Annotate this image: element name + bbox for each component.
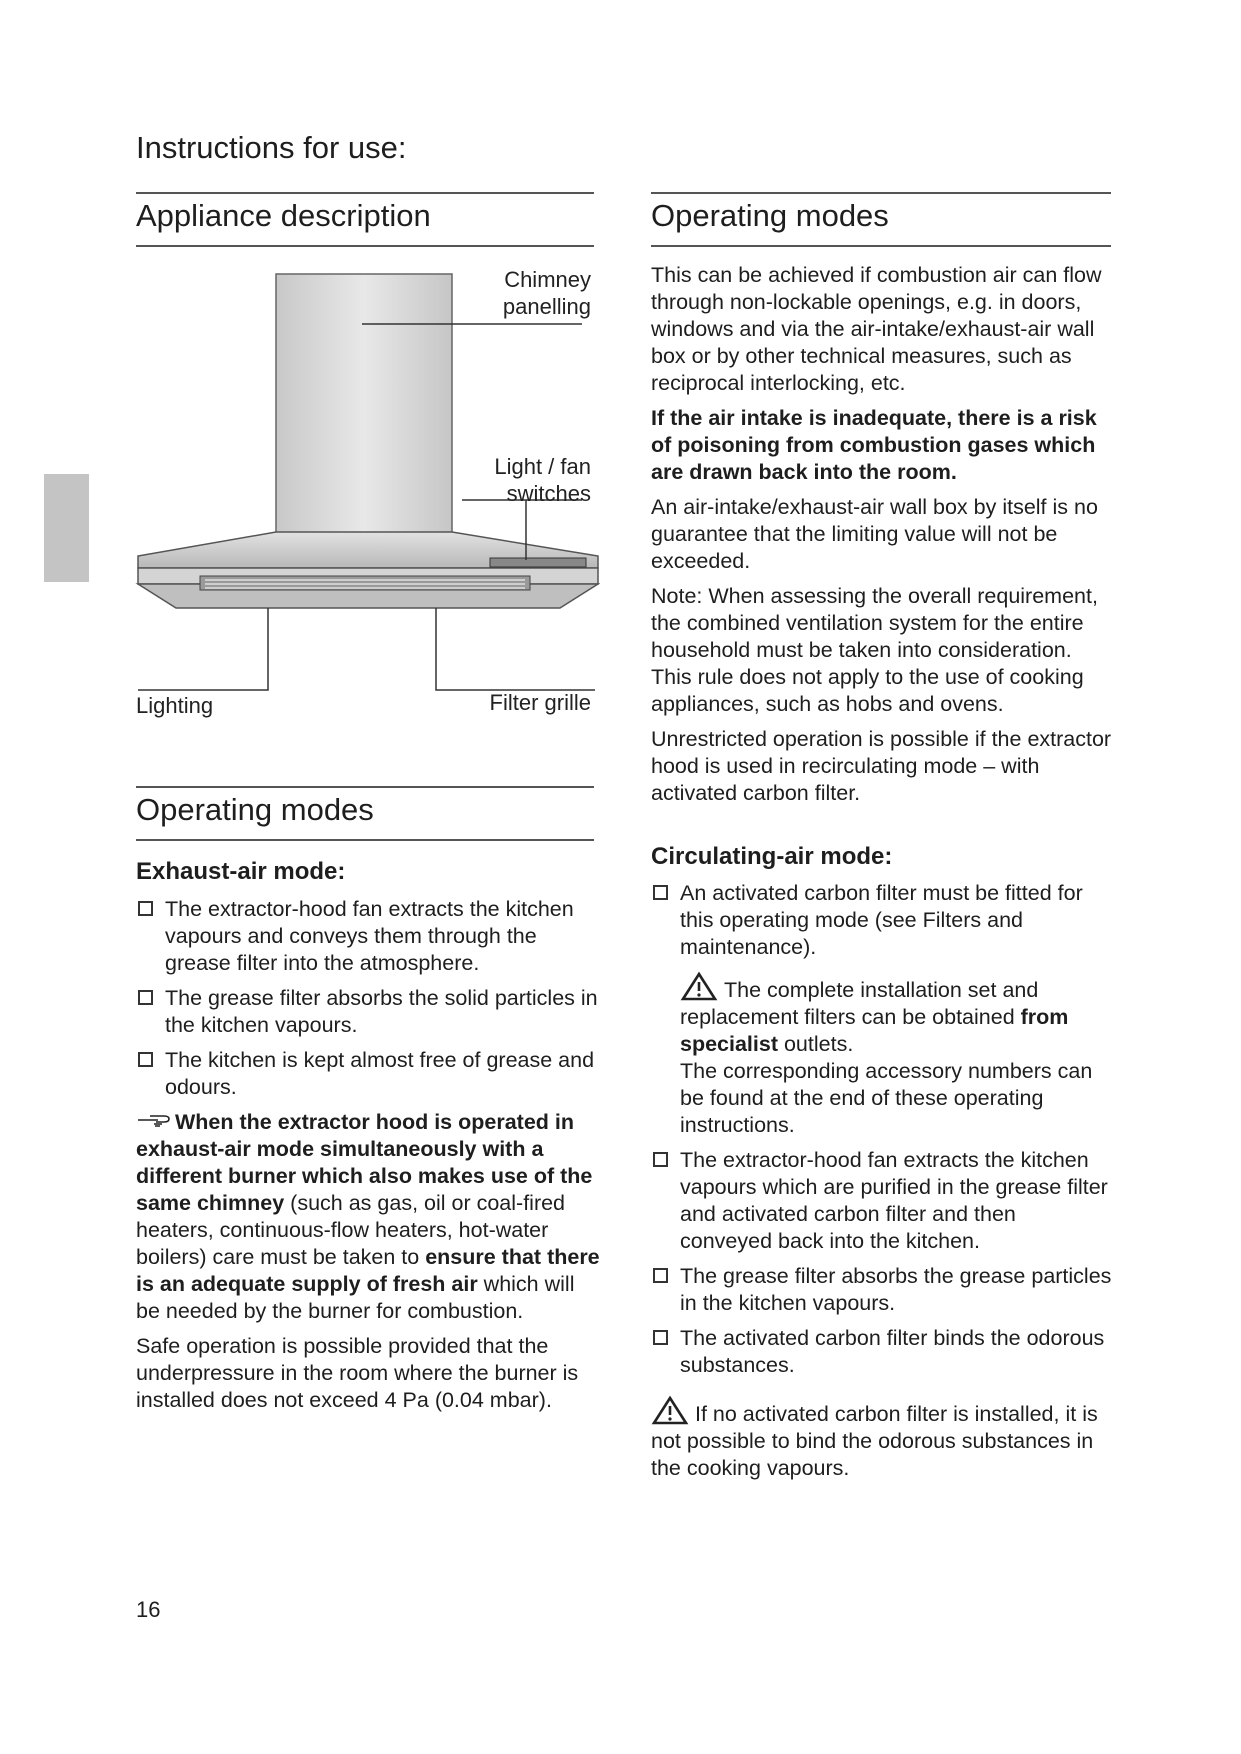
rule	[136, 786, 594, 788]
unrestricted-paragraph: Unrestricted operation is possible if the extractor hood is used in recirculating mode – with activated carbon filter.	[651, 727, 1112, 805]
circulating-list	[651, 880, 1113, 1379]
right-text-block	[651, 262, 1113, 1490]
wall-box-paragraph: An air-intake/exhaust-air wall box by itself is no guarantee that the limiting value will not be exceeded.	[651, 495, 1098, 573]
list-item-text: The grease filter absorbs the solid particles in the kitchen vapours.	[165, 986, 598, 1037]
warning-bold-text: from specialist	[680, 1005, 1069, 1056]
list-item-text: The activated carbon filter binds the odorous substances.	[680, 1326, 1105, 1377]
no-carbon-filter-warning	[651, 1395, 1113, 1482]
warning-text: The complete installation set and replacement filters can be obtained	[680, 978, 1039, 1029]
note-text: which will be needed by the burner for combustion.	[136, 1272, 575, 1323]
appliance-description-heading: Appliance description	[136, 198, 431, 233]
lighting-label: Lighting	[136, 693, 214, 718]
label-line: Light / fan	[494, 454, 591, 479]
poisoning-warning: If the air intake is inadequate, there is a risk of poisoning from combustion gases which are drawn back into the room.	[651, 406, 1097, 484]
pointing-hand-icon	[136, 1111, 172, 1129]
warning-text: If no activated carbon filter is installed, it is not possible to bind the odorous substances in the cooking vapours.	[651, 1402, 1098, 1480]
page-title: Instructions for use:	[136, 130, 407, 165]
section-marker-tab	[44, 474, 89, 582]
checkbox-bullet-icon	[138, 901, 153, 916]
rule	[651, 245, 1111, 247]
checkbox-bullet-icon	[653, 1330, 668, 1345]
rule	[136, 192, 594, 194]
warning-triangle-icon	[651, 1395, 689, 1425]
filter-grille-label: Filter grille	[489, 690, 591, 715]
checkbox-bullet-icon	[653, 1268, 668, 1283]
list-item-text: The extractor-hood fan extracts the kitchen vapours which are purified in the grease filter and activated carbon filter and then conveyed back into the kitchen.	[680, 1148, 1108, 1253]
circulating-air-mode-heading: Circulating-air mode:	[651, 843, 893, 870]
list-item-text: The kitchen is kept almost free of grease and odours.	[165, 1048, 595, 1099]
checkbox-bullet-icon	[138, 1052, 153, 1067]
list-item-text: An activated carbon filter must be fitted for this operating mode (see Filters and maintenance).	[680, 881, 1083, 959]
chimney-note	[136, 1109, 601, 1325]
label-line: Chimney	[504, 267, 591, 292]
lighting-leader-line	[138, 608, 268, 690]
checkbox-bullet-icon	[653, 885, 668, 900]
rule	[136, 245, 594, 247]
list-item-text: The extractor-hood fan extracts the kitchen vapours and conveys them through the grease filter into the atmosphere.	[165, 897, 574, 975]
checkbox-bullet-icon	[653, 1152, 668, 1167]
warning-text: outlets.	[778, 1032, 854, 1056]
operating-modes-heading-right: Operating modes	[651, 198, 889, 233]
chimney-panelling-label	[455, 266, 591, 320]
note-paragraph: Note: When assessing the overall requirement, the combined ventilation system for the entire household must be taken into consideration. This rule does not apply to the use of cooking appliances, such as hobs and ovens.	[651, 584, 1098, 716]
list-item	[136, 985, 601, 1039]
rule	[136, 839, 594, 841]
note-bold-text: ensure that there is an adequate supply of fresh air	[136, 1245, 600, 1296]
list-item	[651, 1325, 1113, 1379]
list-item	[651, 1147, 1113, 1255]
list-item	[651, 880, 1113, 1139]
checkbox-bullet-icon	[138, 990, 153, 1005]
list-item-text: The grease filter absorbs the grease particles in the kitchen vapours.	[680, 1264, 1112, 1315]
safe-operation-paragraph: Safe operation is possible provided that the underpressure in the room where the burner is installed does not exceed 4 Pa (0.04 mbar).	[136, 1334, 579, 1412]
note-text: (such as gas, oil or coal-fired heaters, continuous-flow heaters, hot-water boilers) care must be taken to	[136, 1191, 566, 1269]
operating-modes-heading-left: Operating modes	[136, 792, 374, 827]
exhaust-list	[136, 896, 601, 1101]
label-line: panelling	[502, 294, 591, 319]
filter-leader-line	[436, 608, 595, 690]
list-item	[136, 896, 601, 977]
left-text-block	[136, 858, 601, 1414]
page-number: 16	[136, 1597, 161, 1622]
combustion-air-paragraph: This can be achieved if combustion air can flow through non-lockable openings, e.g. in doors, windows and via the air-intake/exhaust-air wall box or by other technical measures, such as reciprocal interlocking, etc.	[651, 263, 1102, 395]
exhaust-air-mode-heading: Exhaust-air mode:	[136, 858, 346, 885]
accessory-numbers-text: The corresponding accessory numbers can be found at the end of these operating instructions.	[680, 1059, 1093, 1137]
note-bold-text: When the extractor hood is operated in exhaust-air mode simultaneously with a different burner which also makes use of the same chimney	[136, 1110, 593, 1215]
chimney-panelling-shape	[276, 274, 452, 536]
list-item	[136, 1047, 601, 1101]
label-line: switches	[506, 481, 591, 506]
rule	[651, 192, 1111, 194]
list-item	[651, 1263, 1113, 1317]
light-fan-switches-shape	[490, 558, 586, 567]
warning-triangle-icon	[680, 971, 718, 1001]
light-fan-switches-label	[440, 453, 591, 507]
accessory-warning	[680, 971, 1113, 1139]
